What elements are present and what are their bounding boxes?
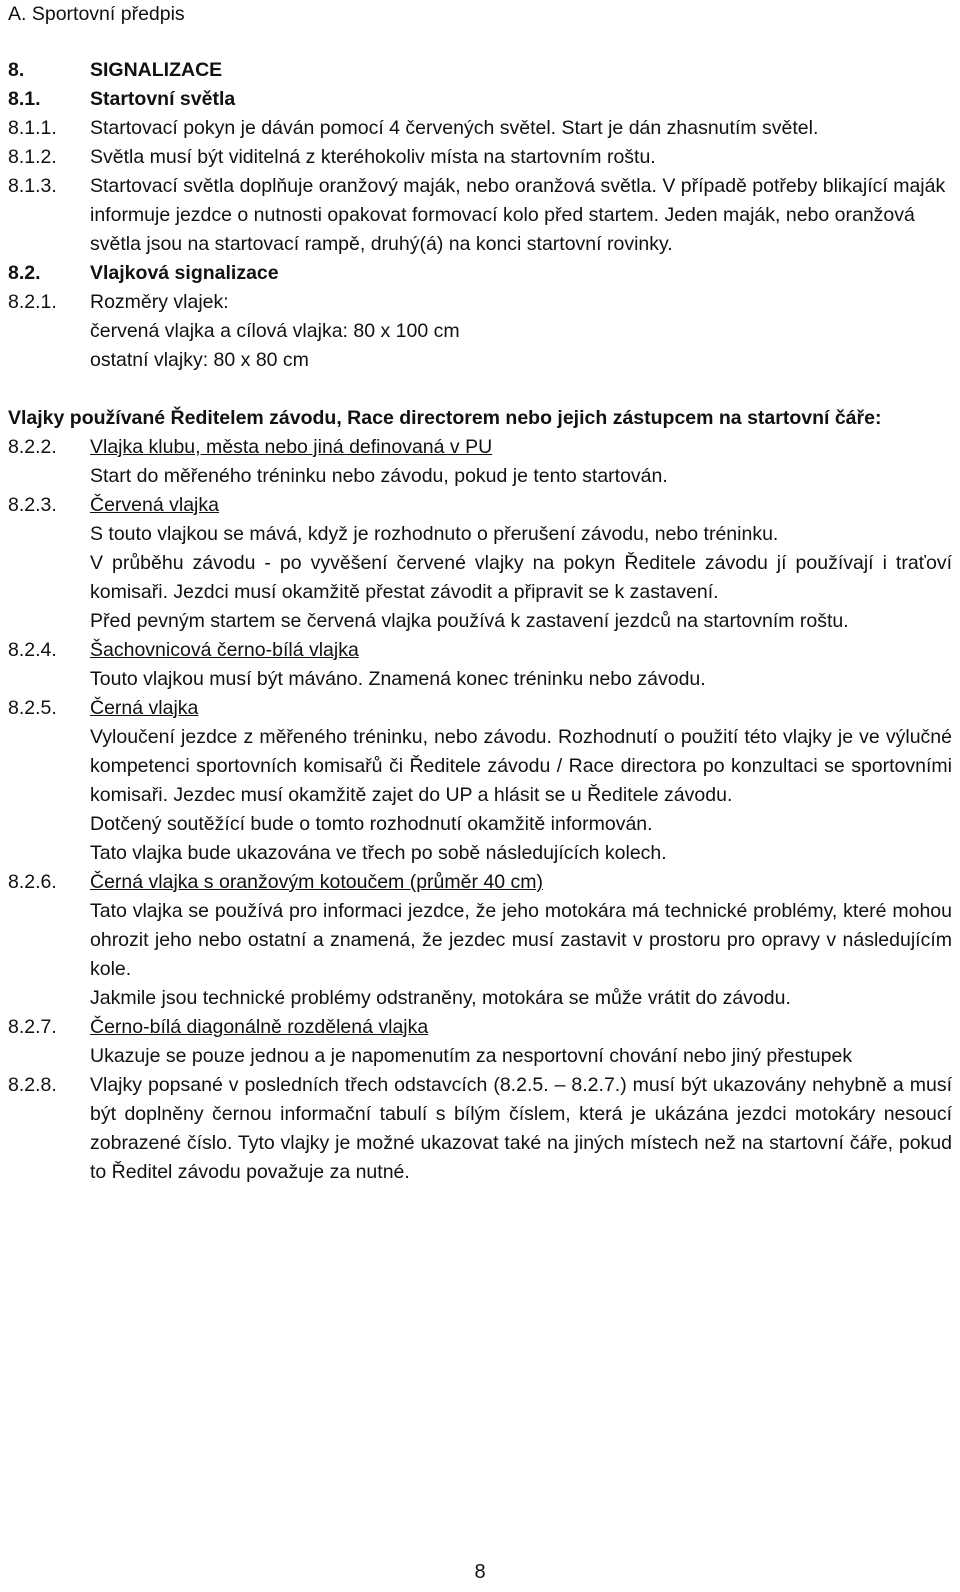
section-title: SIGNALIZACE [90,59,223,81]
clause-8-2-4 [8,636,952,694]
clause-title: Černá vlajka [90,697,199,719]
clause-8-2-7 [8,1013,952,1071]
clause-8-1-1 [8,114,952,143]
clause-paragraph: S touto vlajkou se mává, když je rozhodnuto o přerušení závodu, nebo tréninku. [90,523,779,545]
clause-text: Startovací světla doplňuje oranžový maják, nebo oranžová světla. V případě potřeby blikající maják informuje jezdce o nutnosti opakovat formovací kolo před startem. Jeden maják, nebo oranžová světla jsou na startovací rampě, druhý(á) na konci startovní rovinky. [90,175,946,255]
clause-title: Černá vlajka s oranžovým kotoučem (průměr 40 cm) [90,871,543,893]
clause-number: 8.2.1. [8,291,57,313]
clause-8-2-5 [8,694,952,868]
clause-8-1-3 [8,172,952,259]
clause-number: 8.1.3. [8,175,57,197]
clause-8-2-2 [8,433,952,491]
clause-number: 8.2.2. [8,436,57,458]
section-8-2-heading [8,259,952,288]
clause-8-2-3 [8,491,952,636]
clause-number: 8.2.6. [8,871,57,893]
flags-heading: Vlajky používané Ředitelem závodu, Race directorem nebo jejich zástupcem na startovní čáře: [8,407,882,429]
clause-paragraph: Tato vlajka se používá pro informaci jezdce, že jeho motokára má technické problémy, které mohou ohrozit jeho nebo ostatní a znamená, že jezdec musí zastavit v prostoru pro opravy v následujícím kole. [90,900,952,980]
flag-size-red-finish: červená vlajka a cílová vlajka: 80 x 100 cm [90,320,460,342]
clause-paragraph: Ukazuje se pouze jednou a je napomenutím za nesportovní chování nebo jiný přestupek [90,1045,853,1067]
clause-8-2-8 [8,1071,952,1187]
clause-paragraph: Jakmile jsou technické problémy odstraněny, motokára se může vrátit do závodu. [90,987,791,1009]
clause-content [90,433,952,491]
section-number: 8.1. [8,88,41,110]
clause-title: Červená vlajka [90,494,219,516]
clause-content [90,1013,952,1071]
section-title: Vlajková signalizace [90,262,279,284]
clause-paragraph: Dotčený soutěžící bude o tomto rozhodnutí okamžitě informován. [90,813,653,835]
clause-content [90,491,952,636]
clause-number: 8.1.2. [8,146,57,168]
flag-size-other: ostatní vlajky: 80 x 80 cm [90,349,309,371]
section-title: Startovní světla [90,88,236,110]
clause-8-2-6 [8,868,952,1013]
clause-paragraph: Tato vlajka bude ukazována ve třech po sobě následujících kolech. [90,842,667,864]
section-8-1-heading [8,85,952,114]
clause-text: Startovací pokyn je dáván pomocí 4 červených světel. Start je dán zhasnutím světel. [90,117,819,139]
clause-content [90,868,952,1013]
clause-title: Černo-bílá diagonálně rozdělená vlajka [90,1016,429,1038]
clause-number: 8.2.5. [8,697,57,719]
clause-8-2-1 [8,288,952,375]
clause-number: 8.2.4. [8,639,57,661]
document-body [8,0,952,1187]
section-number: 8. [8,59,25,81]
clause-paragraph: V průběhu závodu - po vyvěšení červené vlajky na pokyn Ředitele závodu jí používají i traťoví komisaři. Jezdci musí okamžitě přestat závodit a připravit se k zastavení. [90,552,952,603]
clause-paragraph: Touto vlajkou musí být máváno. Znamená konec tréninku nebo závodu. [90,668,706,690]
clause-content [90,636,952,694]
document-header: A. Sportovní předpis [8,3,185,25]
clause-paragraph: Start do měřeného tréninku nebo závodu, pokud je tento startován. [90,465,668,487]
clause-paragraph: Před pevným startem se červená vlajka používá k zastavení jezdců na startovním roštu. [90,610,849,632]
clause-number: 8.2.8. [8,1074,57,1096]
clause-paragraph: Vyloučení jezdce z měřeného tréninku, nebo závodu. Rozhodnutí o použití této vlajky je ve výlučné kompetenci sportovních komisařů či Ředitele závodu / Race directora po konzultaci se sportovními komisaři. Jezdec musí okamžitě zajet do UP a hlásit se u Ředitele závodu. [90,726,952,806]
clause-number: 8.2.3. [8,494,57,516]
clause-text: Rozměry vlajek: [90,291,229,313]
section-8-heading [8,56,952,85]
clause-title: Vlajka klubu, města nebo jiná definovaná v PU [90,436,493,458]
clause-8-1-2 [8,143,952,172]
clause-text: Světla musí být viditelná z kteréhokoliv místa na startovním roštu. [90,146,656,168]
clause-title: Šachovnicová černo-bílá vlajka [90,639,359,661]
clause-number: 8.1.1. [8,117,57,139]
spacer [8,375,952,404]
clause-content [90,694,952,868]
clause-content [90,288,952,375]
clause-text: Vlajky popsané v posledních třech odstavcích (8.2.5. – 8.2.7.) musí být ukazovány nehybně a musí být doplněny černou informační tabulí s bílým číslem, která je ukázána jezdci motokáry nesoucí zobrazené číslo. Tyto vlajky je možné ukazovat také na jiných místech než na startovní čáře, pokud to Ředitel závodu považuje za nutné. [90,1074,952,1183]
section-number: 8.2. [8,262,41,284]
clause-number: 8.2.7. [8,1016,57,1038]
page-number: 8 [474,1561,486,1583]
